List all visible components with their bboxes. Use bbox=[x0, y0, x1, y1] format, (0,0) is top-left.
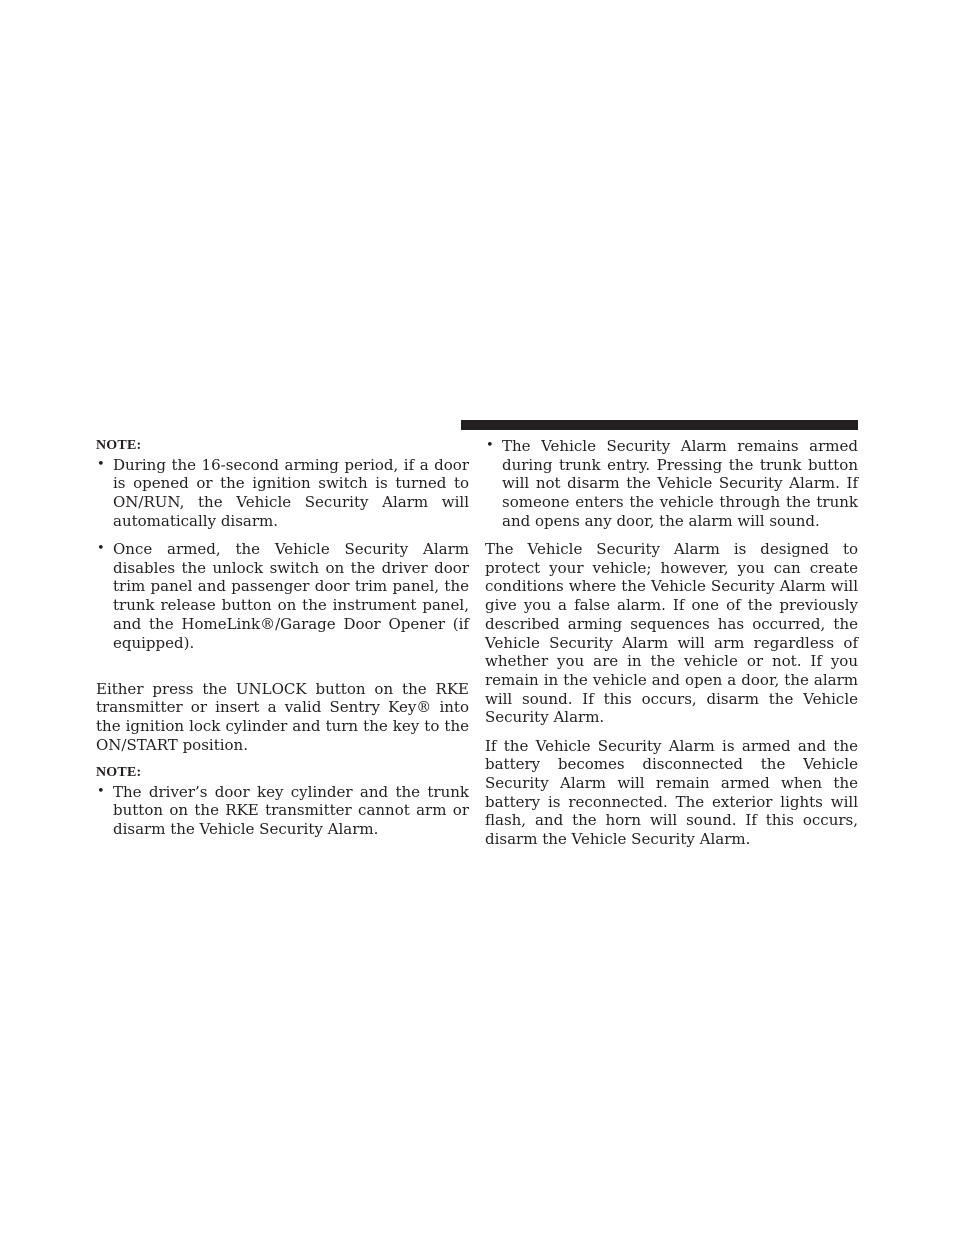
list-item bbox=[96, 783, 469, 839]
list-item bbox=[485, 437, 858, 531]
note-label: NOTE: bbox=[96, 765, 142, 781]
list-item-text: The Vehicle Security Alarm remains armed during trunk entry. Pressing the trunk button will not disarm the Vehicle Security Alarm. If someone enters the vehicle through the trunk and opens any door, the alarm will sound. bbox=[502, 437, 858, 530]
body-paragraph: Either press the UNLOCK button on the RKE transmitter or insert a valid Sentry Key® into the ignition lock cylinder and turn the key to the ON/START position. bbox=[96, 679, 469, 754]
note-label: NOTE: bbox=[96, 438, 142, 453]
body-paragraph: If the Vehicle Security Alarm is armed and the battery becomes disconnected the Vehicle Security Alarm will remain armed when the battery is reconnected. The exterior lights will flash, and the horn will sound. If this occurs, disarm the Vehicle Security Alarm. bbox=[485, 736, 858, 849]
body-paragraph: The Vehicle Security Alarm is designed to protect your vehicle; however, you can create conditions where the Vehicle Security Alarm will give you a false alarm. If one of the previously described arming sequences has occurred, the Vehicle Security Alarm will arm regardless of whether you are in the vehicle or not. If you remain in the vehicle and open a door, the alarm will sound. If this occurs, disarm the Vehicle Security Alarm. bbox=[485, 540, 858, 727]
left-column bbox=[96, 437, 469, 848]
list-item bbox=[96, 456, 469, 531]
bullet-icon: • bbox=[97, 541, 105, 557]
note-list bbox=[485, 437, 858, 531]
bullet-icon: • bbox=[97, 456, 105, 472]
list-item-text: Once armed, the Vehicle Security Alarm disables the unlock switch on the driver door trim panel and passenger door trim panel, the trunk release button on the instrument panel, and the HomeLink®/Garage Door Opener (if equipped). bbox=[113, 540, 469, 652]
list-item-text: The driver’s door key cylinder and the trunk button on the RKE transmitter cannot arm or disarm the Vehicle Security Alarm. bbox=[113, 782, 469, 839]
bullet-icon: • bbox=[97, 783, 105, 799]
bullet-icon: • bbox=[486, 438, 494, 453]
section-header-bar bbox=[461, 420, 858, 430]
note-list bbox=[96, 456, 469, 653]
list-item-text: During the 16-second arming period, if a door is opened or the ignition switch is turned to ON/RUN, the Vehicle Security Alarm will automatically disarm. bbox=[113, 455, 469, 530]
note-list bbox=[96, 783, 469, 839]
right-column bbox=[485, 437, 858, 858]
list-item bbox=[96, 540, 469, 652]
